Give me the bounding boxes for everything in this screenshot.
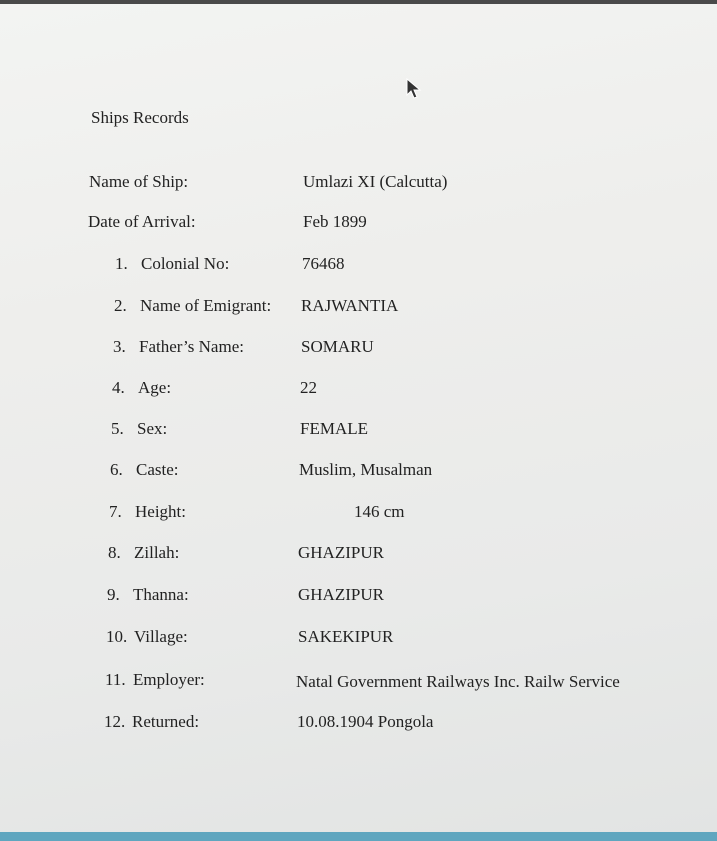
field-value: 76468: [302, 254, 345, 273]
field-height: [109, 502, 405, 522]
field-sex: [111, 419, 368, 439]
item-number: 8.: [108, 543, 121, 562]
field-label: Employer:: [133, 670, 205, 689]
screen-bottom-edge: [0, 832, 717, 841]
item-number: 12.: [104, 712, 126, 731]
field-value: SAKEKIPUR: [298, 627, 394, 646]
item-number: 6.: [110, 460, 123, 479]
field-label: Sex:: [137, 419, 168, 438]
field-label: Thanna:: [133, 585, 189, 604]
item-number: 10.: [106, 627, 128, 646]
field-name-of-emigrant: [114, 296, 399, 316]
field-label: Village:: [134, 627, 188, 646]
item-number: 9.: [107, 585, 120, 604]
item-number: 11.: [105, 670, 126, 689]
field-label: Height:: [135, 502, 186, 521]
field-age: [112, 378, 317, 398]
field-value: FEMALE: [300, 419, 368, 438]
field-value: GHAZIPUR: [298, 543, 384, 562]
field-label: Date of Arrival:: [88, 212, 196, 231]
field-value: RAJWANTIA: [301, 296, 399, 315]
field-label: Father’s Name:: [139, 337, 244, 356]
field-date-of-arrival: [88, 212, 367, 232]
field-value: Muslim, Musalman: [299, 460, 433, 479]
field-label: Colonial No:: [141, 254, 230, 273]
screen-top-edge: [0, 0, 717, 4]
field-thanna: [107, 585, 384, 605]
item-number: 1.: [115, 254, 128, 273]
field-value: Natal Government Railways Inc. Railw Service: [296, 672, 620, 691]
field-label: Name of Emigrant:: [140, 296, 272, 315]
field-zillah: [108, 543, 384, 563]
field-value: GHAZIPUR: [298, 585, 384, 604]
field-label: Zillah:: [134, 543, 180, 562]
item-number: 2.: [114, 296, 127, 315]
field-label: Age:: [138, 378, 172, 397]
page-title: Ships Records: [91, 108, 189, 127]
field-caste: [110, 460, 433, 480]
field-value: 10.08.1904 Pongola: [297, 712, 434, 731]
item-number: 5.: [111, 419, 124, 438]
field-colonial-no: [115, 254, 345, 274]
field-label: Returned:: [132, 712, 200, 731]
item-number: 7.: [109, 502, 122, 521]
field-value: 22: [300, 378, 317, 397]
mouse-pointer-icon: [406, 78, 422, 100]
field-value: SOMARU: [301, 337, 374, 356]
field-name-of-ship: [89, 172, 448, 192]
item-number: 3.: [113, 337, 126, 356]
field-value: Umlazi XI (Calcutta): [303, 172, 448, 191]
field-label: Name of Ship:: [89, 172, 189, 191]
field-returned: [104, 712, 434, 732]
field-label: Caste:: [136, 460, 179, 479]
item-number: 4.: [112, 378, 125, 397]
field-employer: [105, 670, 620, 691]
field-fathers-name: [113, 337, 374, 357]
field-value: Feb 1899: [303, 212, 367, 231]
field-village: [106, 627, 394, 647]
field-value: 146 cm: [354, 502, 405, 521]
